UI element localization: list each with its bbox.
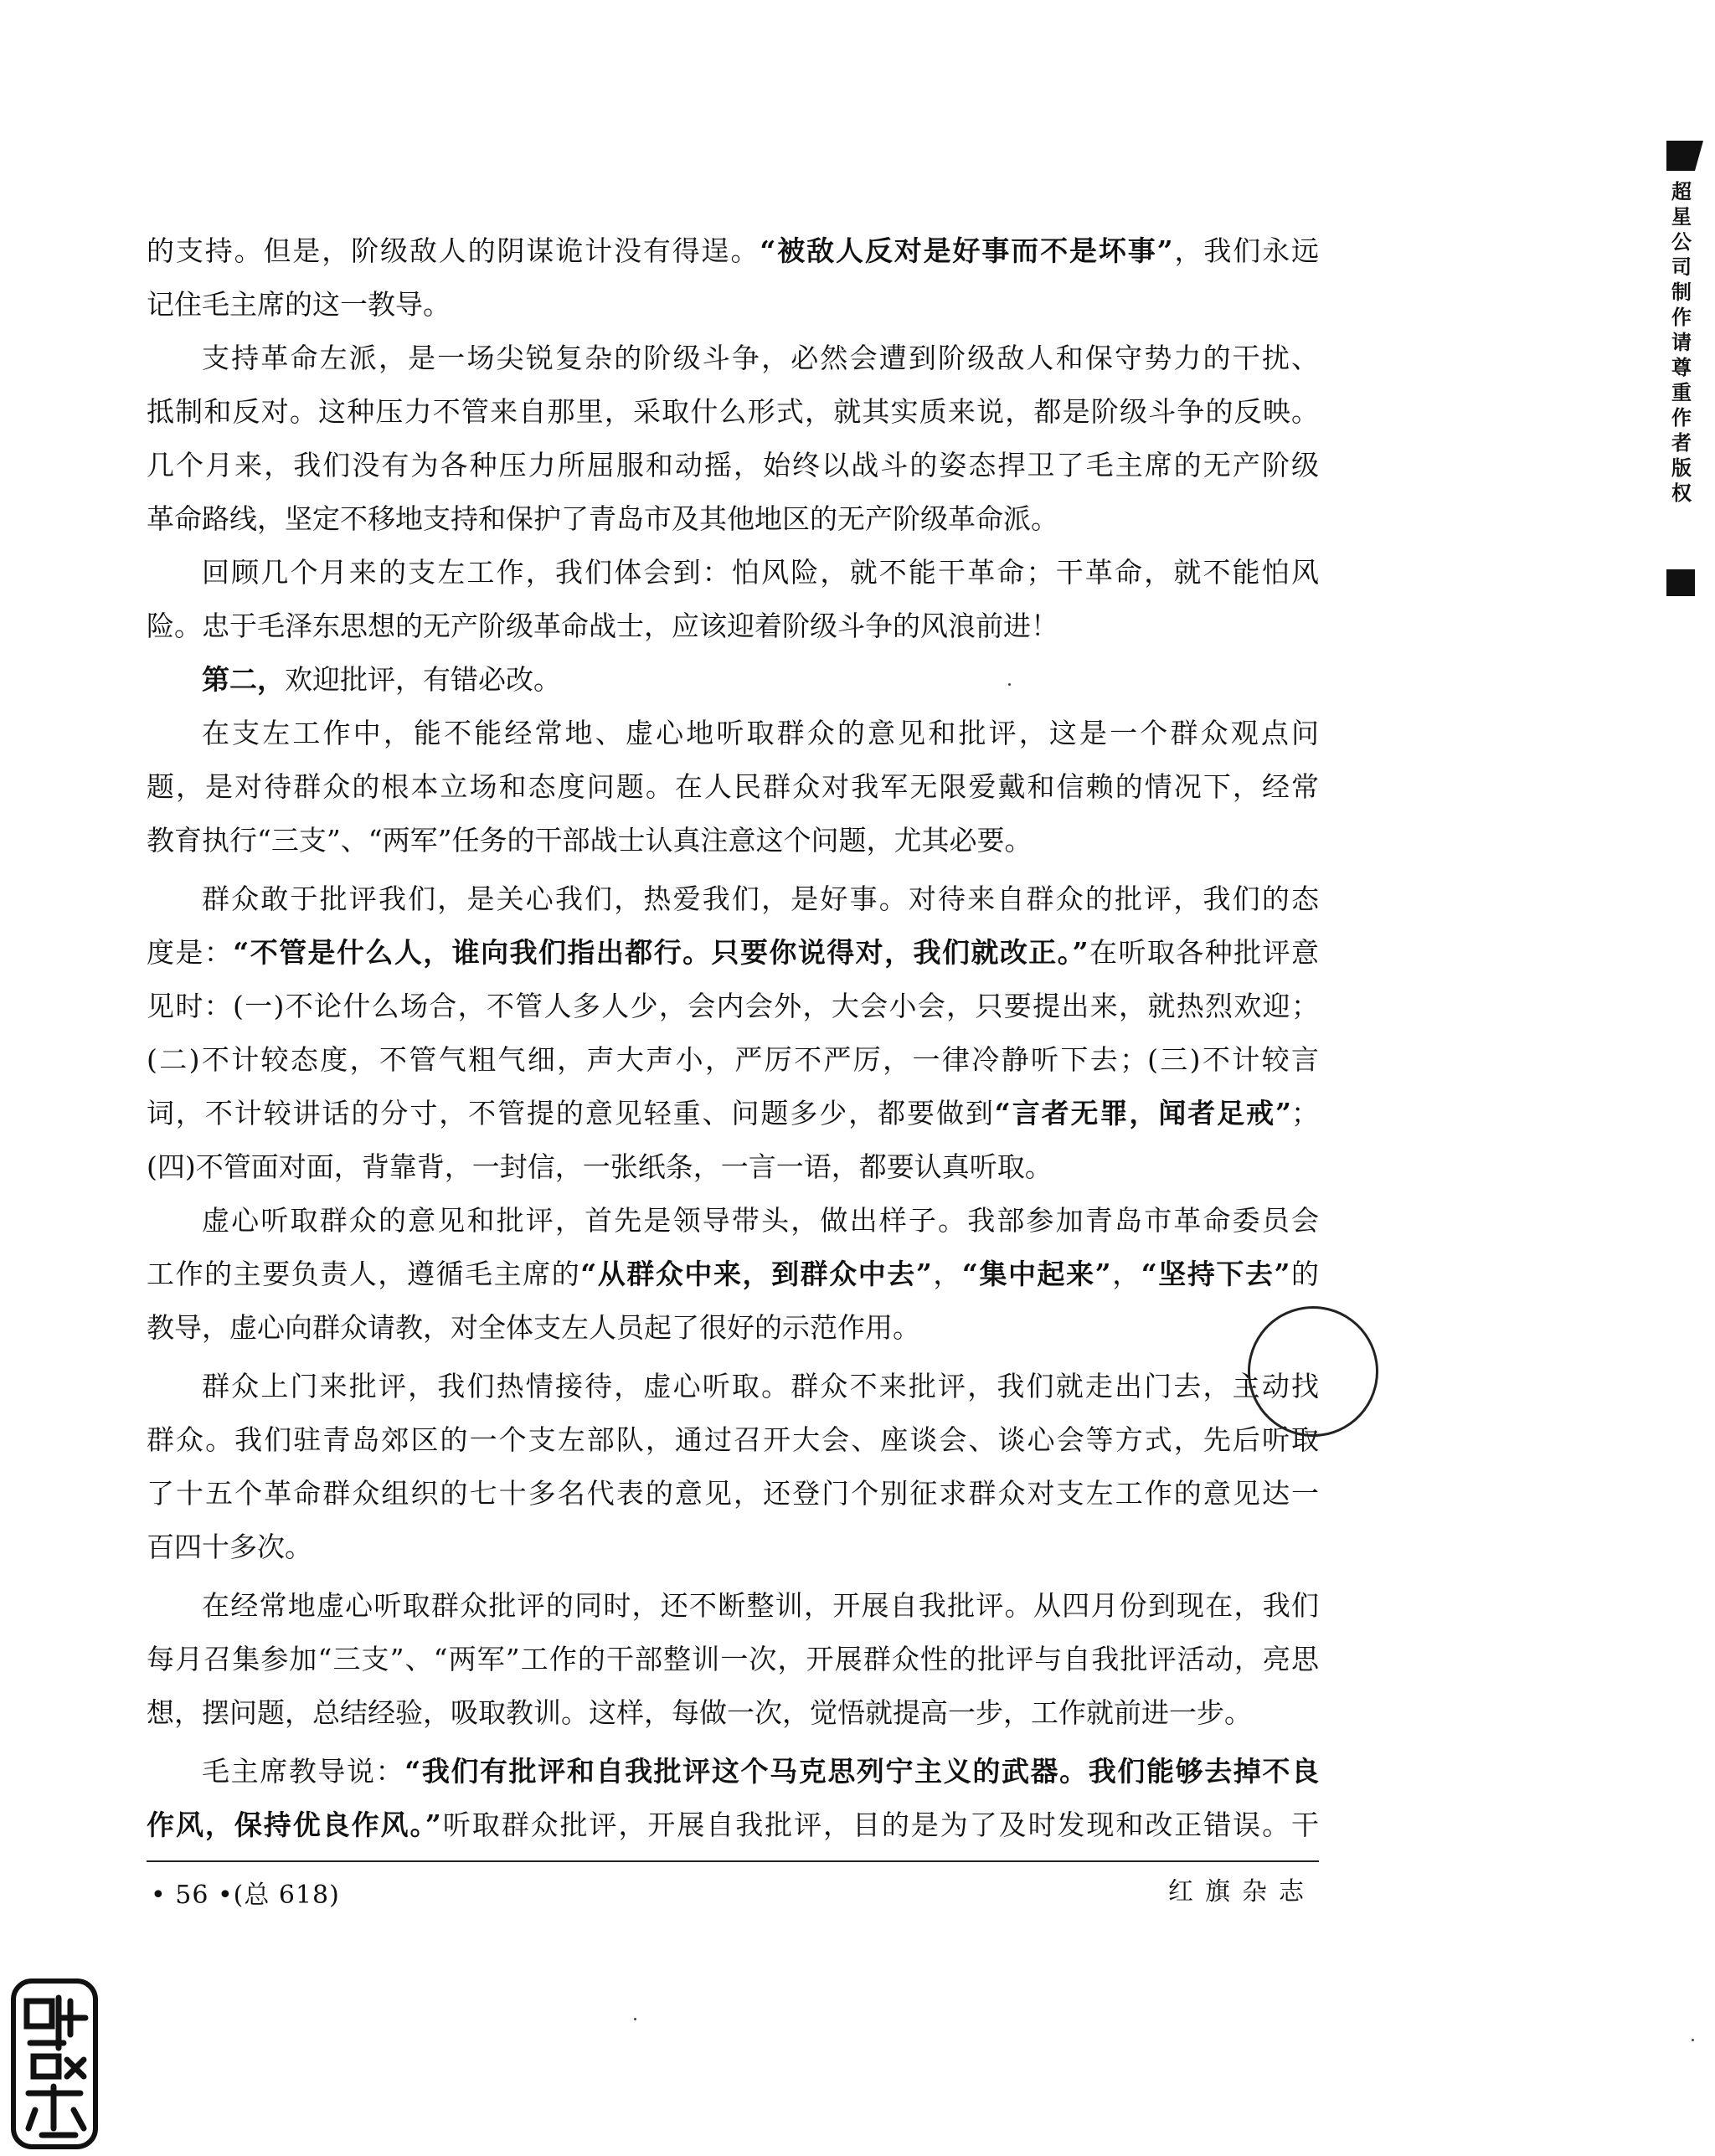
text-segment: 群众。我们驻青岛郊区的一个支左部队，通过召开大会、座谈会、谈心会等方式，先后听取 bbox=[147, 1423, 1319, 1456]
speck bbox=[1692, 2039, 1694, 2041]
text-segment: 欢迎批评，有错必改。 bbox=[285, 663, 561, 696]
bold-quote: “坚持下去” bbox=[1141, 1258, 1290, 1290]
text-segment: 群众敢于批评我们，是关心我们，热爱我们，是好事。对待来自群众的批评，我们的态 bbox=[202, 882, 1319, 915]
text-line bbox=[147, 1579, 1319, 1633]
text-line bbox=[147, 814, 1319, 867]
text-line bbox=[147, 872, 1319, 926]
bold-quote: “从群众中来，到群众中去” bbox=[580, 1258, 932, 1290]
text-segment: 险。忠于毛泽东思想的无产阶级革命战士，应该迎着阶级斗争的风浪前进！ bbox=[147, 610, 1058, 642]
text-segment: ，我们永远 bbox=[1172, 234, 1319, 267]
seal-stamp-icon bbox=[8, 1976, 100, 2152]
watermark-bar-bottom bbox=[1666, 569, 1695, 596]
text-segment: 抵制和反对。这种压力不管来自那里，采取什么形式，就其实质来说，都是阶级斗争的反映。 bbox=[147, 395, 1319, 428]
text-line bbox=[147, 926, 1319, 980]
text-segment: 教导，虚心向群众请教，对全体支左人员起了很好的示范作用。 bbox=[147, 1311, 920, 1344]
text-segment: 教育执行“三支”、“两军”任务的干部战士认真注意这个问题，尤其必要。 bbox=[147, 824, 1033, 857]
text-line bbox=[147, 1140, 1319, 1194]
text-segment: (二)不计较态度，不管气粗气细，声大声小，严厉不严厉，一律冷静听下去；(三)不计较言 bbox=[147, 1043, 1319, 1076]
text-segment: ； bbox=[1291, 1097, 1319, 1129]
text-segment: 虚心听取群众的意见和批评，首先是领导带头，做出样子。我部参加青岛市革命委员会 bbox=[202, 1204, 1319, 1237]
bold-quote: “不管是什么人，谁向我们指出都行。只要你说得对，我们就改正。” bbox=[233, 936, 1089, 969]
text-line bbox=[147, 1686, 1319, 1740]
text-line bbox=[147, 546, 1319, 599]
text-segment: 题，是对待群众的根本立场和态度问题。在人民群众对我军无限爱戴和信赖的情况下，经常 bbox=[147, 770, 1319, 803]
text-segment: 听取群众批评，开展自我批评，目的是为了及时发现和改正错误。干 bbox=[440, 1809, 1319, 1841]
text-line bbox=[147, 332, 1319, 385]
journal-name: 红旗杂志 bbox=[1168, 1877, 1316, 1906]
watermark-bar-top bbox=[1666, 141, 1695, 171]
text-segment: ， bbox=[1110, 1258, 1141, 1290]
text-line bbox=[147, 224, 1319, 278]
text-line bbox=[147, 1413, 1319, 1467]
text-line bbox=[147, 1798, 1319, 1852]
text-segment: 每月召集参加“三支”、“两军”工作的干部整训一次，开展群众性的批评与自我批评活动，亮思 bbox=[147, 1643, 1319, 1675]
text-line bbox=[147, 707, 1319, 760]
text-line bbox=[147, 1033, 1319, 1087]
text-segment: 想，摆问题，总结经验，吸取教训。这样，每做一次，觉悟就提高一步，工作就前进一步。 bbox=[147, 1696, 1252, 1729]
bold-quote: 第二， bbox=[202, 663, 285, 696]
text-segment: 群众上门来批评，我们热情接待，虚心听取。群众不来批评，我们就走出门去，主动找 bbox=[202, 1370, 1319, 1402]
text-segment: 支持革命左派，是一场尖锐复杂的阶级斗争，必然会遭到阶级敌人和保守势力的干扰、 bbox=[202, 342, 1319, 374]
text-line bbox=[147, 278, 1319, 332]
text-line bbox=[147, 1194, 1319, 1248]
text-line bbox=[147, 653, 1319, 707]
footer-rule bbox=[147, 1860, 1319, 1862]
text-segment: 回顾几个月来的支左工作，我们体会到：怕风险，就不能干革命；干革命，就不能怕风 bbox=[202, 556, 1319, 589]
text-line bbox=[147, 492, 1319, 546]
text-segment: 在听取各种批评意 bbox=[1088, 936, 1319, 969]
text-line bbox=[147, 760, 1319, 814]
text-line bbox=[147, 599, 1319, 653]
text-line bbox=[147, 1087, 1319, 1140]
bold-quote: “集中起来” bbox=[961, 1258, 1111, 1290]
bold-quote: “言者无罪，闻者足戒” bbox=[994, 1097, 1291, 1129]
text-segment: 见时：(一)不论什么场合，不管人多人少，会内会外，大会小会，只要提出来，就热烈欢迎； bbox=[147, 990, 1319, 1022]
article-body bbox=[147, 224, 1319, 1852]
text-line bbox=[147, 1360, 1319, 1413]
text-line bbox=[147, 1745, 1319, 1798]
bold-quote: “我们有批评和自我批评这个马克思列宁主义的武器。我们能够去掉不良 bbox=[404, 1755, 1319, 1788]
bold-quote: 作风，保持优良作风。” bbox=[147, 1809, 441, 1841]
text-segment: 在支左工作中，能不能经常地、虚心地听取群众的意见和批评，这是一个群众观点问 bbox=[202, 717, 1319, 749]
text-line bbox=[147, 1467, 1319, 1521]
text-segment: 在经常地虚心听取群众批评的同时，还不断整训，开展自我批评。从四月份到现在，我们 bbox=[202, 1589, 1319, 1622]
text-segment: 几个月来，我们没有为各种压力所屈服和动摇，始终以战斗的姿态捍卫了毛主席的无产阶级 bbox=[147, 449, 1319, 481]
text-line bbox=[147, 1521, 1319, 1574]
text-segment: 的 bbox=[1290, 1258, 1319, 1290]
text-line bbox=[147, 385, 1319, 439]
speck bbox=[634, 2018, 636, 2020]
text-segment: 百四十多次。 bbox=[147, 1531, 312, 1563]
text-segment: 度是： bbox=[147, 936, 234, 969]
text-segment: (四)不管面对面，背靠背，一封信，一张纸条，一言一语，都要认真听取。 bbox=[147, 1150, 1053, 1183]
text-segment: 词，不计较讲话的分寸，不管提的意见轻重、问题多少，都要做到 bbox=[147, 1097, 995, 1129]
page-number: • 56 •(总 618) bbox=[151, 1881, 340, 1910]
text-line bbox=[147, 980, 1319, 1033]
text-segment: 毛主席教导说： bbox=[202, 1755, 405, 1788]
text-segment: 工作的主要负责人，遵循毛主席的 bbox=[147, 1258, 581, 1290]
bold-quote: “被敌人反对是好事而不是坏事” bbox=[760, 234, 1173, 267]
text-line bbox=[147, 1248, 1319, 1301]
text-segment: 记住毛主席的这一教导。 bbox=[147, 288, 451, 321]
side-watermark: 超星公司制作请尊重作者版权 bbox=[1671, 180, 1692, 505]
text-segment: 了十五个革命群众组织的七十多名代表的意见，还登门个别征求群众对支左工作的意见达一 bbox=[147, 1477, 1319, 1510]
text-line bbox=[147, 439, 1319, 492]
text-segment: 革命路线，坚定不移地支持和保护了青岛市及其他地区的无产阶级革命派。 bbox=[147, 502, 1058, 535]
text-line bbox=[147, 1633, 1319, 1686]
text-line bbox=[147, 1301, 1319, 1355]
text-segment: ， bbox=[931, 1258, 962, 1290]
speck bbox=[1008, 683, 1011, 686]
text-segment: 的支持。但是，阶级敌人的阴谋诡计没有得逞。 bbox=[147, 234, 760, 267]
